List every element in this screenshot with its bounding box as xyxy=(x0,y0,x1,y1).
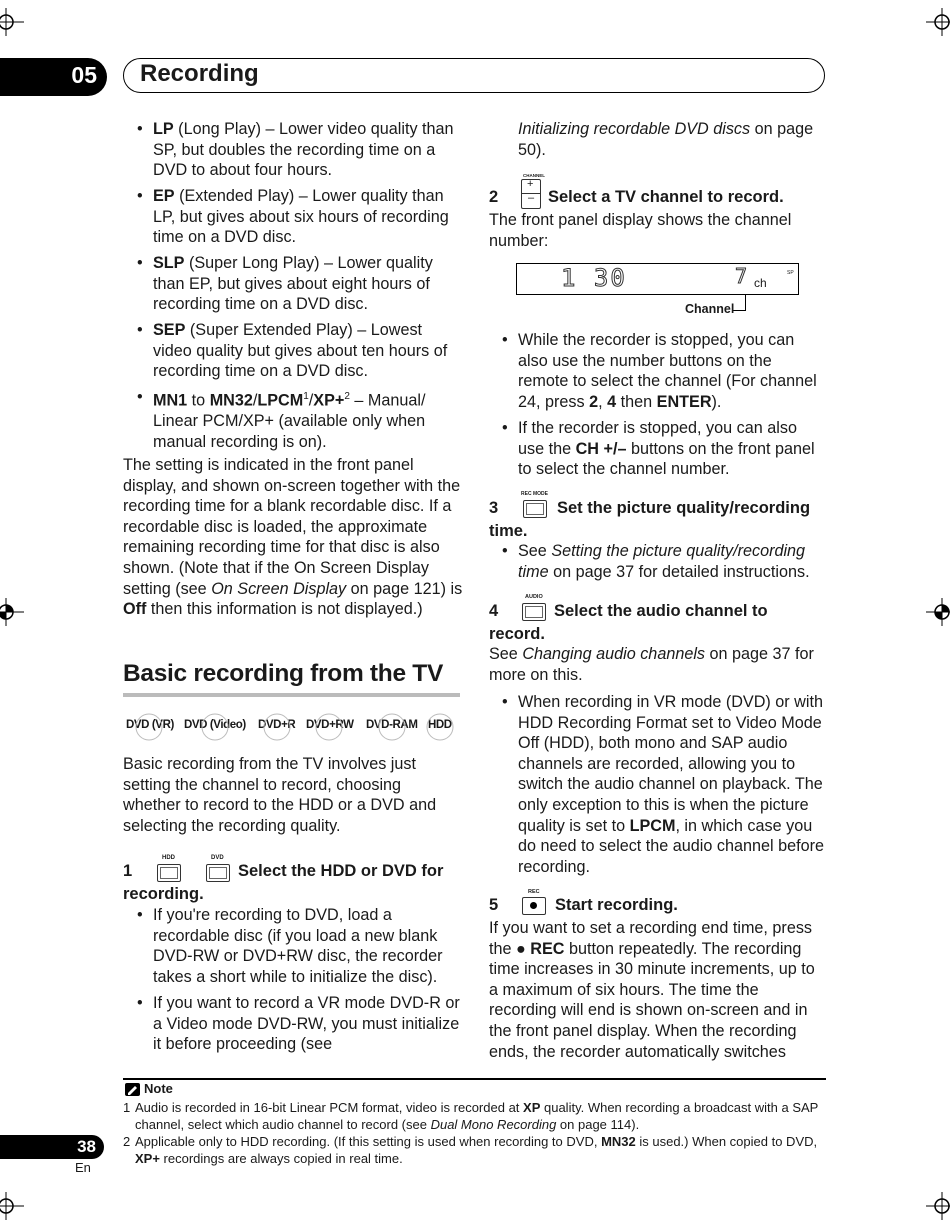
rec-button-label: REC xyxy=(528,889,540,895)
disc-badge: DVD+RW xyxy=(306,719,354,731)
intro-paragraph: Basic recording from the TV involves just setting the channel to record, choosing whether to record to the HDD or a DVD and selecting the recording quality. xyxy=(123,755,437,835)
dvd-button-label: DVD xyxy=(211,855,224,861)
disc-badges xyxy=(123,713,463,743)
section-heading: Basic recording from the TV xyxy=(123,660,443,687)
step-1-bullet: • If you're recording to DVD, load a recordable disc (if you load a new blank DVD-RW or DVD+RW disc, the recorder takes a short while to initialize the disc). xyxy=(153,905,463,987)
step-2-bullet: • If the recorder is stopped, you can also use the CH +/– buttons on the front panel to select the channel number. xyxy=(518,418,826,480)
registration-mark xyxy=(0,598,24,626)
disc-badge: DVD (Video) xyxy=(184,719,246,731)
step-4-title-cont: record. xyxy=(489,625,545,643)
step-2-title: Select a TV channel to record. xyxy=(548,188,784,206)
hdd-button-icon xyxy=(157,864,181,882)
note-divider xyxy=(123,1078,826,1080)
registration-mark xyxy=(926,1192,950,1220)
audio-button-icon xyxy=(522,603,546,621)
step-1-title: Select the HDD or DVD for xyxy=(238,862,444,880)
chapter-title-bar xyxy=(123,58,825,93)
step-4-title: Select the audio channel to xyxy=(554,602,768,620)
audio-button-label: AUDIO xyxy=(525,594,543,600)
step-2-body: The front panel display shows the channel number: xyxy=(489,211,792,250)
dvd-button-icon xyxy=(206,864,230,882)
step-1-title-cont: recording. xyxy=(123,885,204,903)
step-3-title: Set the picture quality/recording xyxy=(557,499,811,517)
registration-mark xyxy=(0,1192,24,1220)
bullet-mn: • MN1 to $MN32/LPCM^1/XP+^2$ – Manual/ Linear PCM/XP+ (available only when manual recording is on). xyxy=(153,387,463,452)
step-3-bullet: • See Setting the picture quality/recording time on page 37 for detailed instructions. xyxy=(518,541,838,582)
rec-mode-button-icon xyxy=(523,500,547,518)
disc-badge: DVD (VR) xyxy=(126,719,174,731)
step-5-title: Start recording. xyxy=(555,896,678,914)
display-digits: 1 30 xyxy=(561,264,627,292)
note-item: 1 Audio is recorded in 16-bit Linear PCM format, video is recorded at XP quality. When recording a broadcast with a SAP channel, select which audio channel to record (see Dual Mono Recording on page 114). xyxy=(123,1100,819,1132)
hdd-button-label: HDD xyxy=(162,855,175,861)
front-panel-display xyxy=(516,263,799,295)
note-title: Note xyxy=(144,1081,173,1096)
chapter-title: Recording xyxy=(140,60,259,87)
continued-text: Initializing recordable DVD discs on page 50). xyxy=(518,120,814,159)
setting-paragraph: The setting is indicated in the front panel display, and shown on-screen together with the recording time for a blank recordable disc. If a recordable disc is loaded, the approximate remaining recording time for that disc is also shown. (Note that if the On Screen Display setting (see On Screen Display on page 121) is Off then this information is not displayed.) xyxy=(123,456,463,619)
bullet-lp: • LP (Long Play) – Lower video quality than SP, but doubles the recording time on a DVD to about four hours. xyxy=(153,119,463,181)
language-code: En xyxy=(75,1160,91,1175)
channel-caption-line xyxy=(733,294,746,311)
disc-badge: HDD xyxy=(428,719,452,731)
note-icon xyxy=(125,1083,140,1096)
channel-button-label: CHANNEL xyxy=(523,173,545,178)
channel-button-icon: + – xyxy=(521,179,541,209)
display-channel-digit: 7 xyxy=(735,264,748,288)
step-3-number: 3 xyxy=(489,499,499,517)
registration-mark xyxy=(926,8,950,36)
bullet-ep: • EP (Extended Play) – Lower quality than LP, but gives about six hours of recording time on a DVD disc. xyxy=(153,186,463,248)
rec-mode-button-label: REC MODE xyxy=(521,491,548,497)
step-3-title-cont: time. xyxy=(489,522,528,540)
note-item: 2 Applicable only to HDD recording. (If this setting is used when recording to DVD, MN32 is used.) When copied to DVD, XP+ recordings are always copied in real time. xyxy=(123,1134,818,1166)
step-2-number: 2 xyxy=(489,188,499,206)
step-1-bullet: • If you want to record a VR mode DVD-R or a Video mode DVD-RW, you must initialize it before proceeding (see xyxy=(153,993,463,1055)
page-number: 38 xyxy=(77,1137,96,1156)
registration-mark xyxy=(0,8,24,36)
chapter-tab xyxy=(0,58,107,96)
step-1-number: 1 xyxy=(123,862,133,880)
disc-badge: DVD+R xyxy=(258,719,296,731)
step-4-number: 4 xyxy=(489,602,499,620)
bullet-slp: • SLP (Super Long Play) – Lower quality than EP, but gives about eight hours of recording time on a DVD disc. xyxy=(153,253,463,315)
registration-mark xyxy=(926,598,950,626)
bullet-sep: • SEP (Super Extended Play) – Lowest video quality but gives about ten hours of recording time on a DVD disc. xyxy=(153,320,463,382)
step-5-body: If you want to set a recording end time, press the ● REC button repeatedly. The recording time increases in 30 minute increments, up to a maximum of six hours. The time the recording will end is shown on-screen and in the front panel display. When the recording ends, the recorder automatically switches xyxy=(489,919,815,1061)
step-4-body: See Changing audio channels on page 37 for more on this. xyxy=(489,645,814,684)
page-number-tab xyxy=(0,1135,104,1159)
rec-button-icon xyxy=(522,897,546,915)
step-4-bullet: • When recording in VR mode (DVD) or with HDD Recording Format set to Video Mode Off (HDD), both mono and SAP audio channels are recorded, allowing you to switch the audio channel on playback. The only exception to this is when the picture quality is set to LPCM, in which case you do need to select the audio channel before recording. xyxy=(518,692,826,877)
chapter-number: 05 xyxy=(71,62,97,88)
display-ch-label: ch xyxy=(754,276,767,290)
step-5-number: 5 xyxy=(489,896,499,914)
channel-caption: Channel xyxy=(685,302,735,316)
display-sp-label: SP xyxy=(787,270,794,276)
step-2-bullet: • While the recorder is stopped, you can also use the number buttons on the remote to select the channel (For channel 24, press 2, 4 then ENTER). xyxy=(518,330,826,412)
disc-badge: DVD-RAM xyxy=(366,719,418,731)
section-underline xyxy=(123,693,460,697)
